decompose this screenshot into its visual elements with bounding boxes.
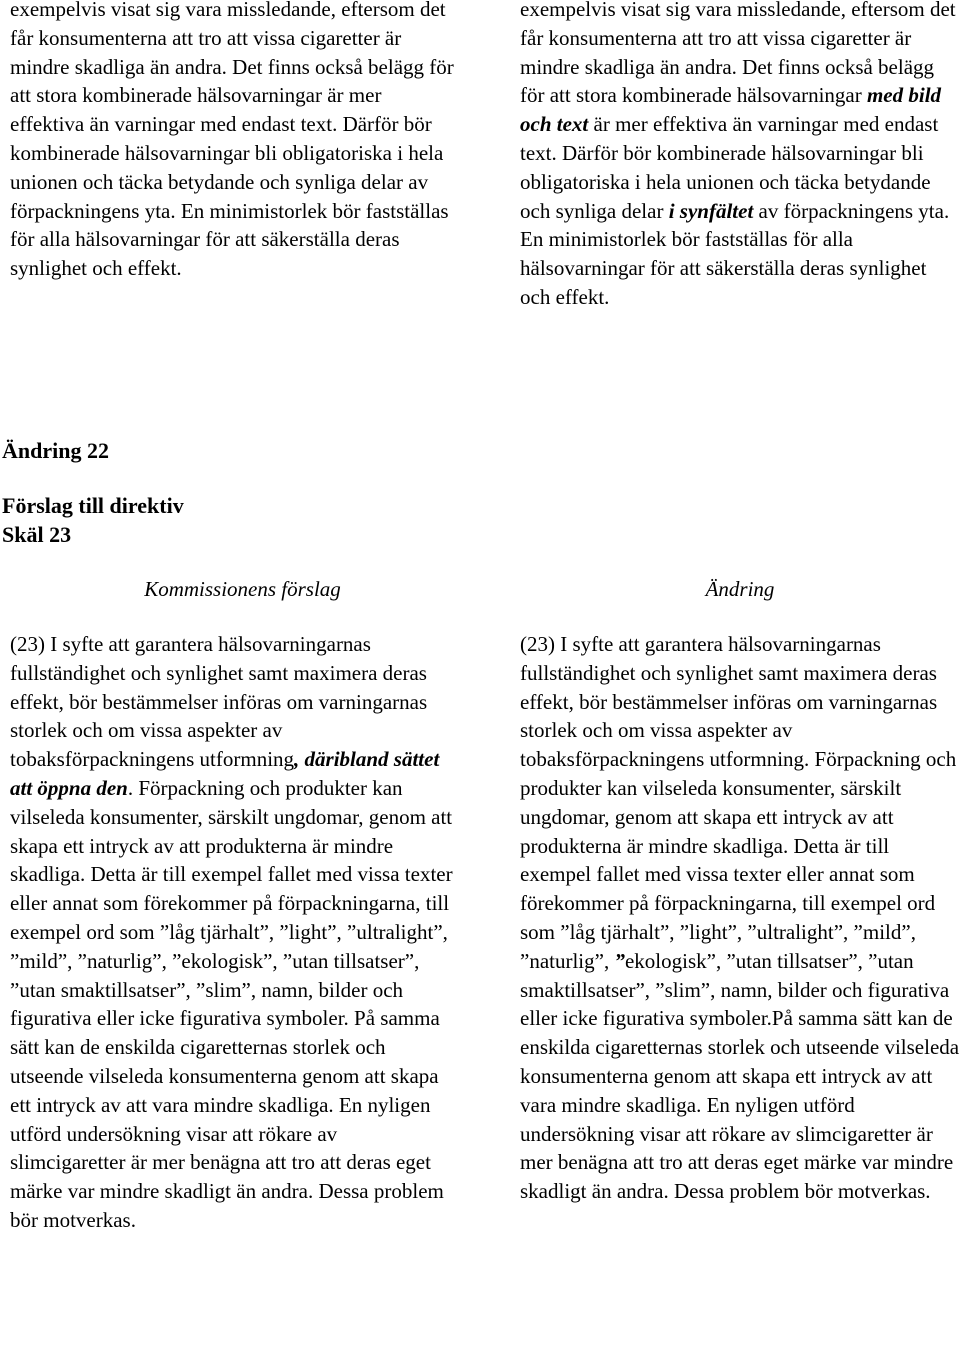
amendment-title: Ändring 22 bbox=[2, 438, 109, 463]
top-left-paragraph bbox=[10, 0, 455, 283]
amendment-paragraph bbox=[520, 630, 960, 1206]
commission-text-part1: (23) I syfte att garantera hälsovarningarnas fullständighet och synlighet samt maximera deras effekt, bör bestämmelser införas om varningarnas storlek och om vissa aspekter av tobaksförpackningens utformning bbox=[10, 632, 428, 772]
top-right-emphasis-2: i synfältet bbox=[668, 198, 754, 223]
amendment-text-part1: (23) I syfte att garantera hälsovarningarnas fullständighet och synlighet samt maximera deras effekt, bör bestämmelser införas om varningarnas storlek och om vissa aspekter av tobaksförpackningens utformning. Förpackning och produkter kan vilseleda konsumenter, särskilt ungdomar, genom att skapa ett intryck av att produkterna är mindre skadliga. Detta är till exempel fallet med vissa texter eller annat som förekommer på förpackningarna, till exempel ord som ”låg tjärhalt”, ”light”, ”ultralight”, ”mild”, ”naturlig”, bbox=[520, 632, 957, 973]
amendment-text bbox=[520, 630, 960, 1206]
column-header-amendment: Ändring bbox=[705, 577, 775, 601]
commission-text bbox=[10, 630, 455, 1235]
top-left-text: exempelvis visat sig vara missledande, eftersom det får konsumenterna att tro att vissa cigaretter är mindre skadliga än andra. Det finns också belägg för att stora kombinerade hälsovarningar är mer effektiva än varningar med endast text. Därför bör kombinerade hälsovarningar bli obligatoriska i hela unionen och täcka betydande och synliga delar av förpackningens yta. En minimistorlek bör fastställas för alla hälsovarningar för att säkerställa deras synlighet och effekt. bbox=[10, 0, 454, 281]
recital-title: Skäl 23 bbox=[2, 522, 72, 547]
amendment-emphasis: ” bbox=[614, 948, 625, 973]
commission-paragraph bbox=[10, 630, 455, 1235]
top-right-emphasis-1: med bild och text bbox=[520, 83, 942, 137]
top-right-text-part3: av förpackningens yta. En minimistorlek bör fastställas för alla hälsovarningar för att säkerställa deras synlighet och effekt. bbox=[520, 198, 950, 309]
proposal-title: Förslag till direktiv bbox=[2, 493, 184, 518]
top-right-paragraph bbox=[520, 0, 960, 312]
top-right-text bbox=[520, 0, 960, 312]
top-right-text-part2: är mer effektiva än varningar med endast text. Därför bör kombinerade hälsovarningar bli obligatoriska i hela unionen och täcka betydande och synliga delar bbox=[520, 112, 939, 223]
column-header-commission: Kommissionens förslag bbox=[144, 577, 341, 601]
amendment-text-part2: ekologisk”, ”utan tillsatser”, ”utan smaktillsatser”, ”slim”, namn, bilder och figurativa eller icke figurativa symboler.På samma sätt kan de enskilda cigaretternas storlek och utseende vilseleda konsumenterna genom att skapa ett intryck av att vara mindre skadliga. En nyligen utförd undersökning visar att rökare av slimcigaretter är mer benägna att tro att deras eget märke var mindre skadligt än andra. Dessa problem bör motverkas. bbox=[520, 948, 960, 1204]
commission-text-part2: . Förpackning och produkter kan vilseleda konsumenter, särskilt ungdomar, genom att skapa ett intryck av att produkterna är mindre skadliga. Detta är till exempel fallet med vissa texter eller annat som förekommer på förpackningarna, till exempel ord som ”låg tjärhalt”, ”light”, ”ultralight”, ”mild”, ”naturlig”, ”ekologisk”, ”utan tillsatser”, ”utan smaktillsatser”, ”slim”, namn, bilder och figurativa eller icke figurativa symboler. På samma sätt kan de enskilda cigaretternas storlek och utseende vilseleda konsumenterna genom att skapa ett intryck av att vara mindre skadliga. En nyligen utförd undersökning visar att rökare av slimcigaretter är mer benägna att tro att deras eget märke var mindre skadligt än andra. Dessa problem bör motverkas. bbox=[10, 775, 453, 1232]
commission-emphasis: , däribland sättet att öppna den bbox=[10, 747, 440, 800]
top-right-text-part1: exempelvis visat sig vara missledande, eftersom det får konsumenterna att tro att vissa cigaretter är mindre skadliga än andra. Det finns också belägg för att stora kombinerade hälsovarningar bbox=[520, 0, 956, 108]
